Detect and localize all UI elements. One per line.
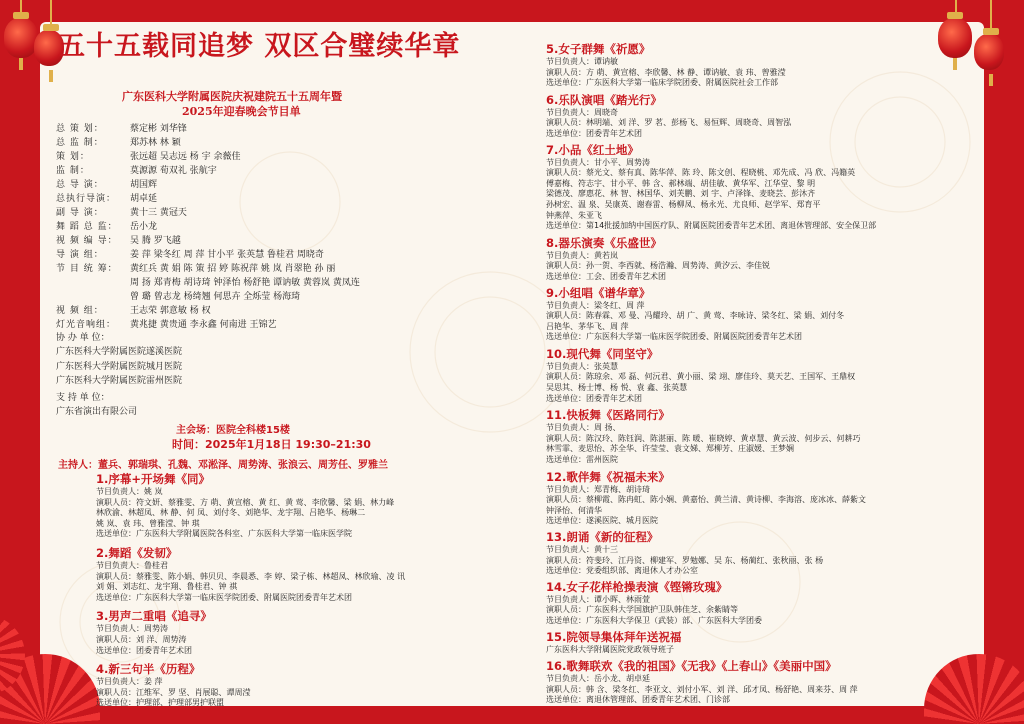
- credit-role: 策 划：: [56, 152, 90, 162]
- credit-row: [56, 122, 476, 136]
- program-title: 3.男声二重唱《追寻》: [96, 609, 212, 624]
- credit-role: 副 导 演：: [56, 208, 104, 218]
- program-detail-line: 选送单位：护理部、护理部男护联盟: [96, 698, 224, 708]
- credit-row: [56, 276, 476, 290]
- coop-unit: 广东医科大学附属医院城月医院: [56, 361, 183, 372]
- program-detail-line: 钟泽怡、何清华: [546, 505, 602, 515]
- program-item: [96, 662, 496, 709]
- hosts: 主持人：董兵、郭瑞琪、孔魏、邓淞泽、周势涛、张浪云、周芳任、罗雅兰: [58, 460, 388, 471]
- program-title: 4.新三句半《历程》: [96, 662, 201, 677]
- credit-names: 郑苏林 林 颖: [130, 138, 181, 148]
- credit-names: 胡卓延: [130, 194, 158, 204]
- program-detail-line: 梁德茂、廖惠花、林 智、林国华、刘芙鹏、刘 宇、卢泽锋、麦晓芸、彭沐齐: [546, 189, 816, 199]
- support-label: 支 持 单 位：: [56, 393, 110, 404]
- program-detail-line: 刘 娟、刘志红、龙宇翔、鲁桂君、钟 祺: [96, 582, 238, 592]
- credit-names: 黄兆捷 黄贵通 李永鑫 何南进 王锦艺: [130, 320, 277, 330]
- subtitle-line2: 2025年迎春晚会节目单: [182, 105, 301, 118]
- credit-names: 黄十三 黄冠天: [130, 208, 187, 218]
- program-detail-line: 演职人员：广东医科大学国旗护卫队韩佳芝、余紫睛等: [546, 605, 738, 615]
- credit-row: [56, 192, 476, 206]
- program-list-left: [96, 472, 496, 713]
- program-detail-line: 节目负责人：鲁桂君: [96, 560, 168, 570]
- subtitle-line1: 广东医科大学附属医院庆祝建院五十五周年暨: [122, 90, 342, 103]
- program-detail-line: 节目负责人：黄若岚: [546, 250, 618, 260]
- program-detail-line: 选送单位：工会、团委青年艺术团: [546, 271, 666, 281]
- program-detail-line: 节目负责人：谭讷敏: [546, 57, 618, 66]
- program-detail-line: 演职人员：蔡雅雯、陈小娟、韩贝贝、李晨悉、李 婷、梁子栋、林超凤、林欣瑜、凌 讯: [96, 571, 406, 581]
- program-detail-line: 孙树宏、温 泉、吴康英、谢春雷、杨柳凤、杨永光、尤良师、赵学军、郑育平: [546, 199, 821, 209]
- program-detail-line: 节目负责人：岳小龙、胡卓延: [546, 674, 650, 684]
- program-item: [546, 470, 941, 527]
- credit-role: [56, 276, 130, 290]
- program-detail-line: 选送单位：广东医科大学附属医院各科室、广东医科大学第一临床医学院: [96, 529, 352, 539]
- program-title: 13.朗诵《新的征程》: [546, 530, 659, 544]
- program-title: 14.女子花样枪操表演《铿锵玫瑰》: [546, 579, 728, 594]
- program-detail-line: 节目负责人：郑青梅、胡诗琦: [546, 484, 650, 494]
- credit-names: 曾 璐 曾志龙 杨绮翘 何思卉 全烁莹 杨海琦: [130, 292, 301, 302]
- program-detail-line: 林欣渝、林超凤、林 静、何 凤、刘付冬、刘艳华、龙宇翔、吕艳华、杨琳二: [96, 508, 366, 518]
- credit-row: [56, 304, 476, 318]
- lantern-icon: [4, 18, 38, 58]
- credit-row: [56, 248, 476, 262]
- program-item: [546, 236, 941, 283]
- program-title: 10.现代舞《同坚守》: [546, 346, 659, 361]
- program-detail-line: 演职人员：符斐玲、江丹资、柳建军、罗勉娜、吴 东、杨蔺红、张秋丽、张 杨: [546, 555, 824, 565]
- program-detail-line: 节目负责人：姚 岚: [96, 487, 163, 496]
- program-detail-line: 节目负责人：谭小晖、林雨萱: [546, 594, 650, 604]
- program-detail-line: 演职人员：江维军、罗 坚、肖展聪、谭周滢: [96, 687, 251, 697]
- program-detail-line: 节目负责人：周晓奇: [546, 107, 618, 117]
- credit-role: 总 监 制：: [56, 138, 104, 148]
- program-detail-line: 演职人员：蔡光文、蔡有真、陈华萍、陈 玲、陈文创、程晓桃、邓先成、冯 欣、冯籍英: [546, 168, 856, 178]
- program-item: [546, 347, 941, 404]
- program-title: 8.器乐演奏《乐盛世》: [546, 235, 662, 250]
- lantern-icon: [974, 34, 1004, 70]
- support-unit: 广东省演出有限公司: [56, 407, 138, 418]
- program-detail-line: 演职人员：方 萌、黄宣榕、李欣馨、林 静、谭讷敏、袁 玮、曾雅滢: [546, 67, 786, 77]
- credit-row: [56, 220, 476, 234]
- credit-row: [56, 262, 476, 276]
- credit-names: 莫源源 荀双礼 张航宇: [130, 166, 217, 176]
- program-detail-line: 演职人员：林明端、刘 洋、罗 茗、彭杨飞、易恒辉、周晓奇、周智泓: [546, 118, 792, 128]
- program-detail-line: 演职人员：刘 洋、周势涛: [96, 634, 187, 644]
- program-detail-line: 节目负责人：张英慧: [546, 361, 618, 371]
- program-item: [96, 609, 496, 656]
- coop-unit: 广东医科大学附属医院遂溪医院: [56, 347, 183, 358]
- program-title: 15.院领导集体拜年送祝福: [546, 629, 682, 644]
- credit-names: 胡国辉: [130, 180, 158, 190]
- program-detail-line: 选送单位：团委青年艺术团: [546, 128, 642, 138]
- program-title: 7.小品《红土地》: [546, 142, 639, 157]
- program-title: 11.快板舞《医路同行》: [546, 408, 670, 423]
- program-detail-line: 节目负责人：周 扬、: [546, 423, 621, 433]
- credit-role: [56, 290, 130, 304]
- program-title: 9.小组唱《谱华章》: [546, 285, 651, 300]
- credit-row: [56, 318, 476, 332]
- program-detail-line: 节目负责人：梁冬红、周 萍: [546, 300, 645, 310]
- program-detail-line: 节目负责人：黄十三: [546, 545, 618, 554]
- credit-row: [56, 164, 476, 178]
- coop-unit: 广东医科大学附属医院雷州医院: [56, 375, 183, 386]
- credit-role: 舞 蹈 总 监：: [56, 222, 118, 232]
- credit-names: 岳小龙: [130, 222, 158, 232]
- credits-list: [56, 122, 476, 332]
- program-item: [546, 659, 941, 706]
- credit-role: 监 制：: [56, 166, 90, 176]
- program-list-right: [546, 42, 941, 710]
- credit-row: [56, 234, 476, 248]
- program-detail-line: 演职人员：陈春霖、邓 曼、冯耀玲、胡 广、黄 莺、李咏诗、梁冬红、梁 娟、刘付冬: [546, 311, 845, 321]
- program-detail-line: 演职人员：孙一贺、李西就、杨浩瀚、周势涛、黄汐云、李佳锐: [546, 261, 770, 271]
- program-title: 12.歌伴舞《祝福未来》: [546, 469, 670, 484]
- program-detail-line: 演职人员：蔡柳霞、陈冉虹、陈小娴、黄嘉怡、黄兰清、黄诗柳、李海溶、庞冰冰、薛紫文: [546, 495, 866, 505]
- program-detail-line: 节目负责人：姜 萍: [96, 677, 163, 687]
- program-title: 5.女子群舞《祈愿》: [546, 42, 651, 56]
- program-detail-line: 选送单位：党委组织部、离退休人才办公室: [546, 566, 698, 576]
- program-detail-line: 节目负责人：甘小平、周势涛: [546, 157, 650, 167]
- program-detail-line: 演职人员：陈汉玲、陈钰润、陈湛丽、陈 暖、崔晓婷、黄卓慧、黄云波、何步云、何耕巧: [546, 433, 861, 443]
- program-detail-line: 选送单位：第14批援加纳中国医疗队、附属医院团委青年艺术团、离退休管理部、安全保卫部: [546, 221, 877, 231]
- credit-row: [56, 150, 476, 164]
- program-item: [546, 630, 941, 656]
- program-detail-line: 吕艳华、茅华飞、周 萍: [546, 321, 629, 331]
- credit-names: 吴 腾 罗飞越: [130, 236, 181, 246]
- credit-names: 张远超 吴志远 杨 宇 余薇佳: [130, 152, 241, 162]
- program-detail-line: 选送单位：团委青年艺术团: [546, 393, 642, 403]
- program-detail-line: 选送单位：雷州医院: [546, 455, 618, 465]
- program-detail-line: 林雪霏、麦思怡、苏全华、许莹莹、袁文娣、郑柳芳、庄淑媛、王梦娴: [546, 444, 794, 454]
- program-detail-line: 选送单位：遂溪医院、城月医院: [546, 516, 658, 526]
- credit-role: 视 频 编 导：: [56, 236, 118, 246]
- coop-label: 协 办 单 位：: [56, 333, 110, 343]
- program-detail-line: 选送单位：广东医科大学第一临床医学院团委、附属医院团委青年艺术团: [96, 592, 352, 602]
- program-detail-line: 节目负责人：周势涛: [96, 624, 168, 634]
- credit-names: 周 扬 郑青梅 胡诗琦 钟泽怡 杨舒艳 谭讷敏 黄蓉岚 黄凤连: [130, 278, 360, 288]
- credit-names: 姜 萍 梁冬红 周 萍 甘小平 张英慧 鲁桂君 周晓奇: [130, 250, 324, 260]
- program-detail-line: 选送单位：广东医科大学第一临床医学院团委、附属医院团委青年艺术团: [546, 332, 802, 342]
- credit-names: 王志荣 郭意敏 杨 权: [130, 306, 211, 316]
- credit-role: 导 演 组：: [56, 250, 104, 260]
- event-time: 时间：2025年1月18日 19:30–21:30: [172, 438, 371, 451]
- program-item: [546, 93, 941, 140]
- program-detail-line: 选送单位：团委青年艺术团: [96, 645, 192, 655]
- credit-row: [56, 136, 476, 150]
- program-item: [546, 286, 941, 343]
- program-title: 2.舞蹈《发韧》: [96, 545, 178, 560]
- venue: 主会场：医院全科楼15楼: [176, 425, 290, 436]
- program-detail-line: 演职人员：陈琼余、邓 磊、何沅君、黄小丽、梁 翊、廖佳玲、莫天艺、王国军、王鼎权: [546, 372, 856, 382]
- program-detail-line: 傅嘉梅、符志宇、甘小平、韩 含、郝林端、胡佳敏、黄华军、江华堂、黎 明: [546, 178, 816, 188]
- program-item: [546, 143, 941, 232]
- lantern-icon: [938, 18, 972, 58]
- program-item: [96, 546, 496, 603]
- credit-row: [56, 206, 476, 220]
- credit-role: 总 策 划：: [56, 124, 104, 134]
- program-detail-line: 姚 岚、袁 玮、曾雅滢、钟 琪: [96, 518, 200, 528]
- credit-names: 黄红兵 黄 娟 陈 策 招 婷 陈祝萍 姚 岚 肖翠艳 孙 丽: [130, 264, 336, 274]
- credit-role: 总 导 演：: [56, 180, 104, 190]
- credit-names: 蔡定彬 刘华锋: [130, 124, 187, 134]
- program-item: [546, 42, 941, 89]
- program-detail-line: 广东医科大学附属医院党政领导班子: [546, 644, 674, 654]
- page-title: 五十五载同追梦 双区合璧续华章: [58, 31, 461, 62]
- credit-role: 视 频 组：: [56, 306, 104, 316]
- credit-role: 总执行导演：: [56, 194, 117, 204]
- program-title: 1.序幕+开场舞《同》: [96, 472, 211, 486]
- program-detail-line: 选送单位：离退休管理部、团委青年艺术团、门诊部: [546, 695, 730, 705]
- program-item: [96, 472, 496, 540]
- program-detail-line: 选送单位：广东医科大学保卫（武装）部、广东医科大学团委: [546, 615, 762, 625]
- program-detail-line: 钟燕萍、朱亚飞: [546, 210, 602, 220]
- program-detail-line: 演职人员：符文妍、蔡雅雯、方 萌、黄宣榕、黄 红、黄 莺、李欣馨、梁 娟、林力峰: [96, 497, 395, 507]
- program-detail-line: 演职人员：韩 含、梁冬红、李亚文、刘付小军、刘 洋、邱才凤、杨舒艳、周来芬、周 萍: [546, 684, 858, 694]
- credit-role: 节 目 统 筹：: [56, 264, 118, 274]
- program-item: [546, 580, 941, 627]
- program-detail-line: 吴思其、杨士博、杨 悦、袁 鑫、张英慧: [546, 383, 688, 393]
- program-item: [546, 408, 941, 465]
- credit-row: [56, 290, 476, 304]
- program-item: [546, 530, 941, 577]
- program-title: 16.歌舞联欢《我的祖国》《无我》《上春山》《美丽中国》: [546, 659, 837, 674]
- program-title: 6.乐队演唱《踏光行》: [546, 92, 662, 107]
- program-detail-line: 选送单位：广东医科大学第一临床学院团委、附属医院社会工作部: [546, 78, 778, 88]
- cooperating-units: [56, 331, 182, 420]
- credit-role: 灯光音响组：: [56, 320, 117, 330]
- credit-row: [56, 178, 476, 192]
